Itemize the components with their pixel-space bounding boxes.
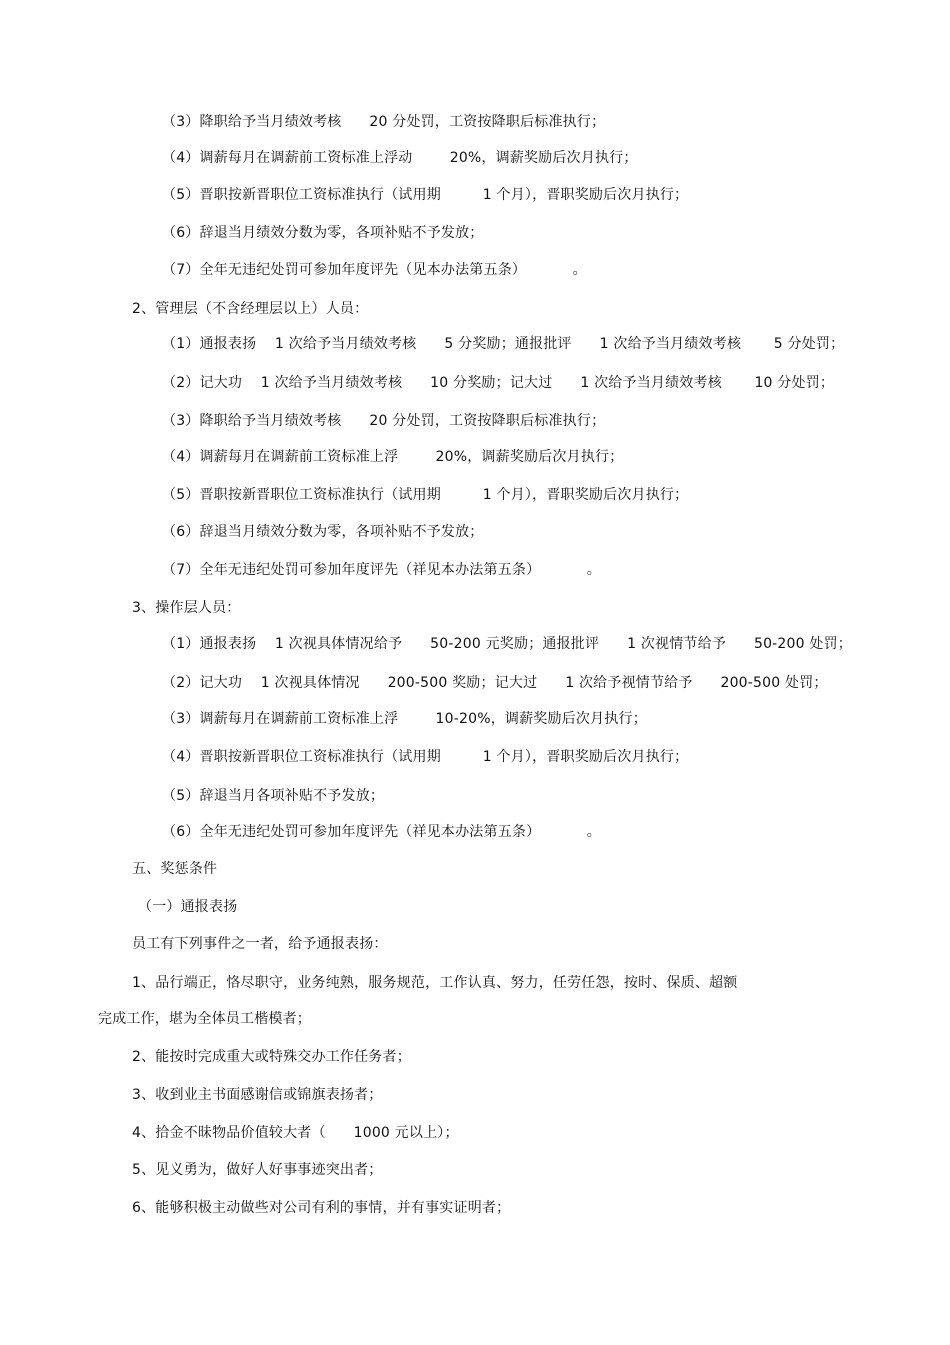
text-line-16: （2）记大功 1 次视具体情况 200-500 奖励；记大过 1 次给予视情节给予 200-500 处罚； [162, 675, 828, 691]
text-line-10: （4）调薪每月在调薪前工资标准上浮 20%，调薪奖励后次月执行； [162, 449, 624, 465]
text-line-29: 5、见义勇为，做好人好事事迹突出者； [132, 1162, 383, 1178]
text-line-1: （3）降职给予当月绩效考核 20 分处罚，工资按降职后标准执行； [162, 114, 606, 130]
text-line-12: （6）辞退当月绩效分数为零，各项补贴不予发放； [162, 524, 484, 540]
text-line-23: 员工有下列事件之一者，给予通报表扬： [132, 936, 388, 952]
text-line-25: 完成工作，堪为全体员工楷模者； [98, 1011, 311, 1027]
text-line-3: （5）晋职按新晋职位工资标准执行（试用期 1 个月），晋职奖励后次月执行； [162, 187, 689, 203]
text-line-17: （3）调薪每月在调薪前工资标准上浮 10-20%，调薪奖励后次月执行； [162, 711, 647, 727]
text-line-18: （4）晋职按新晋职位工资标准执行（试用期 1 个月），晋职奖励后次月执行； [162, 749, 689, 765]
text-line-20: （6）全年无违纪处罚可参加年度评先（祥见本办法第五条） 。 [162, 824, 602, 840]
text-line-13: （7）全年无违纪处罚可参加年度评先（祥见本办法第五条） 。 [162, 562, 602, 578]
text-line-26: 2、能按时完成重大或特殊交办工作任务者； [132, 1049, 411, 1065]
section-heading-management: 2、管理层（不含经理层以上）人员： [132, 301, 369, 317]
text-line-7: （1）通报表扬 1 次给予当月绩效考核 5 分奖励；通报批评 1 次给予当月绩效考核 5 分处罚； [162, 336, 845, 352]
text-line-5: （7）全年无违纪处罚可参加年度评先（见本办法第五条） 。 [162, 262, 587, 278]
text-line-4: （6）辞退当月绩效分数为零，各项补贴不予发放； [162, 225, 484, 241]
text-line-2: （4）调薪每月在调薪前工资标准上浮动 20%，调薪奖励后次月执行； [162, 150, 638, 166]
text-line-24: 1、品行端正，恪尽职守，业务纯熟，服务规范，工作认真、努力，任劳任怨，按时、保质、超额 [132, 975, 738, 991]
text-line-15: （1）通报表扬 1 次视具体情况给予 50-200 元奖励；通报批评 1 次视情节给予 50-200 处罚； [162, 636, 853, 652]
text-line-8: （2）记大功 1 次给予当月绩效考核 10 分奖励；记大过 1 次给予当月绩效考核 10 分处罚； [162, 375, 835, 391]
text-line-30: 6、能够积极主动做些对公司有利的事情，并有事实证明者； [132, 1200, 511, 1216]
text-line-27: 3、收到业主书面感谢信或锦旗表扬者； [132, 1087, 383, 1103]
text-line-28: 4、拾金不昧物品价值较大者（ 1000 元以上）； [132, 1125, 459, 1141]
section-heading-reward-conditions: 五、奖惩条件 [132, 861, 218, 877]
subsection-heading-commendation: （一）通报表扬 [138, 899, 238, 915]
text-line-9: （3）降职给予当月绩效考核 20 分处罚，工资按降职后标准执行； [162, 413, 606, 429]
text-line-11: （5）晋职按新晋职位工资标准执行（试用期 1 个月），晋职奖励后次月执行； [162, 487, 689, 503]
text-line-19: （5）辞退当月各项补贴不予发放； [162, 788, 385, 804]
section-heading-operations: 3、操作层人员： [132, 600, 241, 616]
